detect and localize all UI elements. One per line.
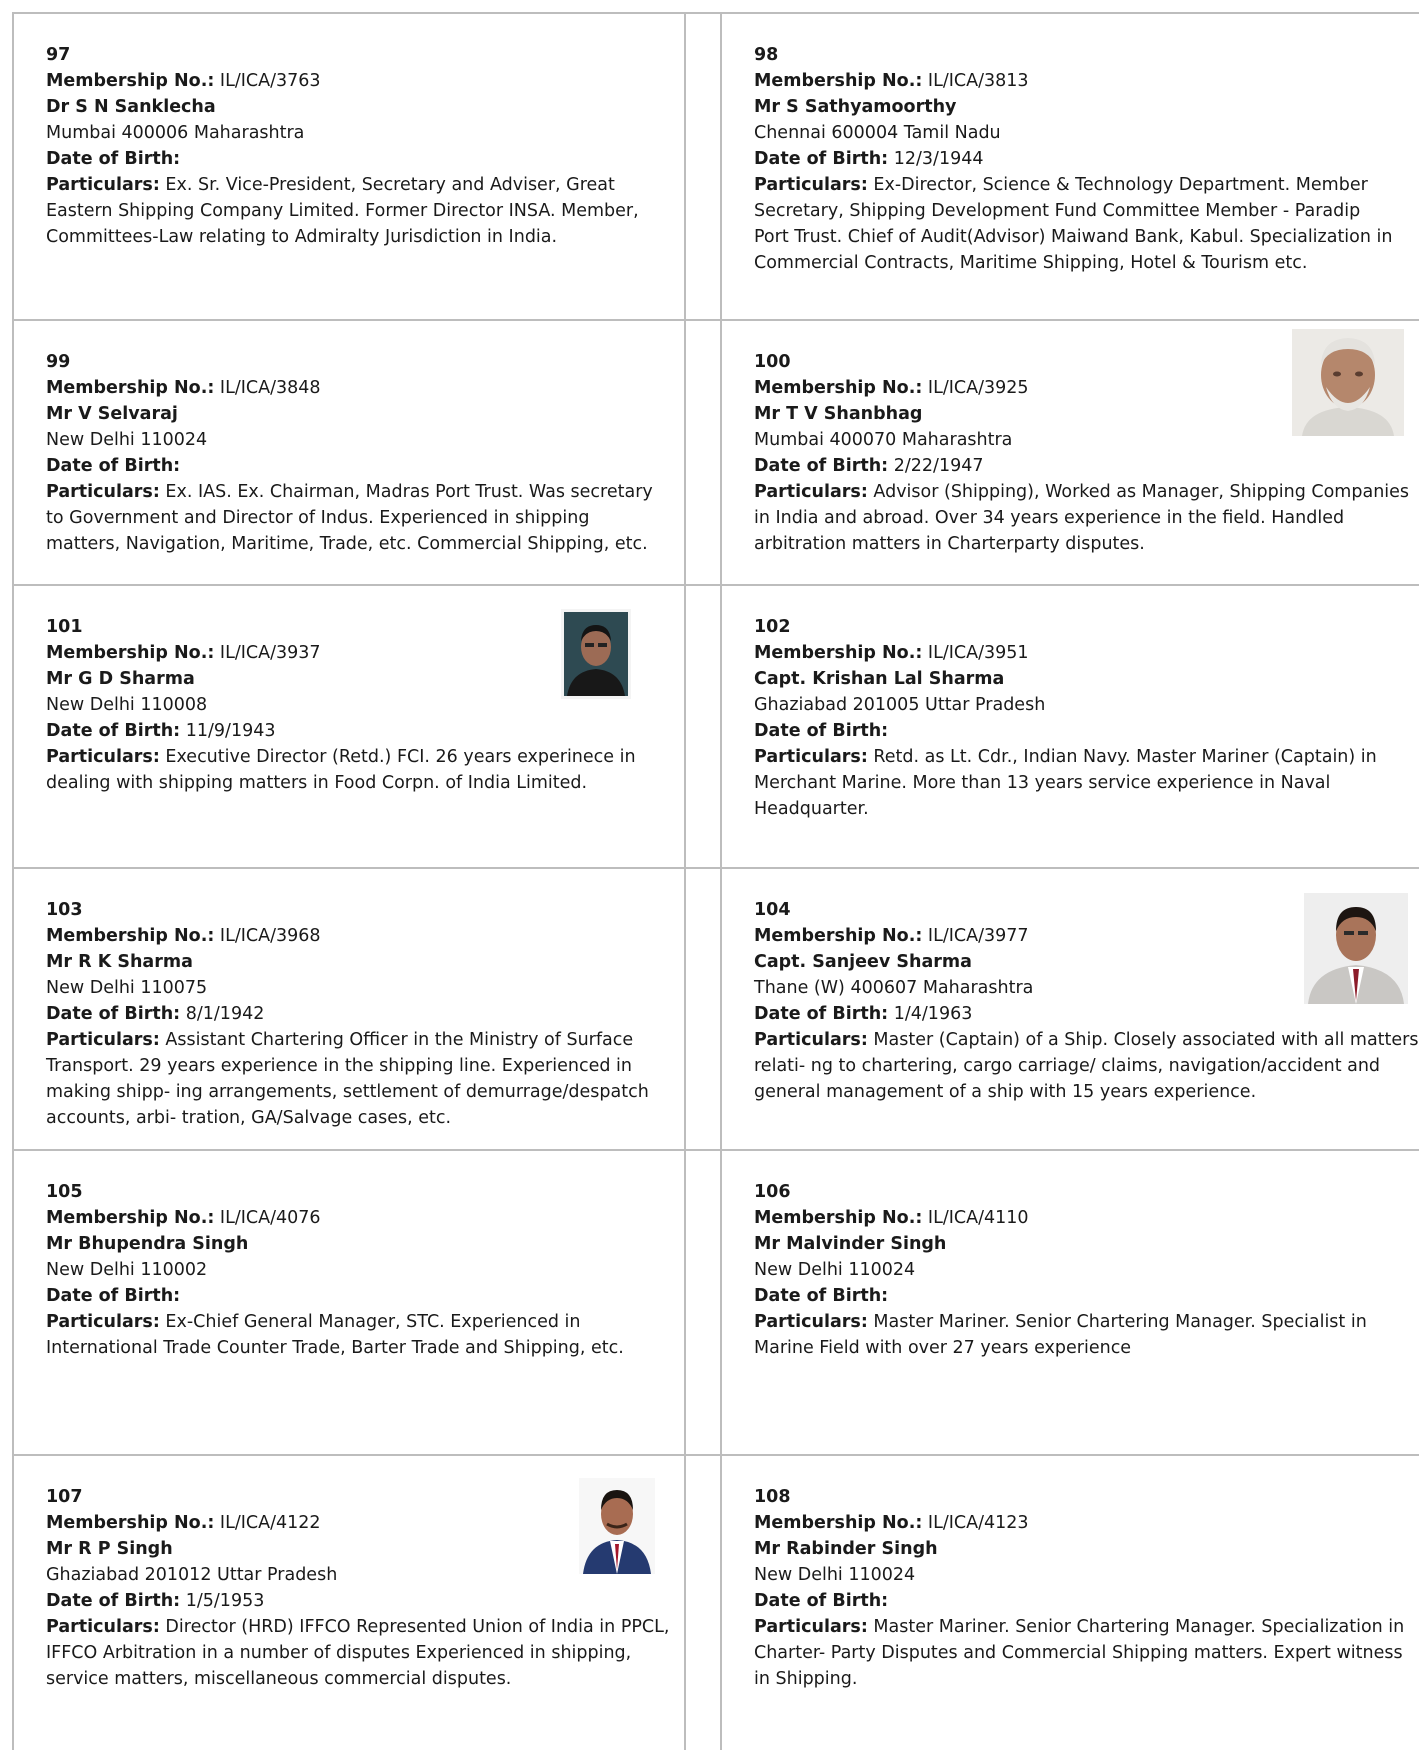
membership-label: Membership No.:	[754, 1513, 923, 1533]
dob-line	[754, 718, 1419, 744]
member-name	[46, 1231, 684, 1257]
membership-value: IL/ICA/3925	[922, 378, 1029, 398]
portrait-icon	[1292, 329, 1404, 436]
member-name-text: Mr Malvinder Singh	[754, 1234, 947, 1254]
membership-value: IL/ICA/3977	[922, 926, 1029, 946]
member-address	[754, 120, 1419, 146]
member-card	[14, 14, 684, 319]
particulars-line	[754, 1079, 1419, 1105]
particulars-text: Ex-Director, Science & Technology Department. Member	[867, 175, 1368, 195]
membership-line	[46, 1205, 684, 1231]
member-name	[754, 1231, 1419, 1257]
member-address-text: New Delhi 110024	[754, 1260, 916, 1280]
member-address	[754, 1562, 1419, 1588]
member-name-text: Mr Rabinder Singh	[754, 1539, 938, 1559]
particulars-line	[754, 198, 1419, 224]
dob-line	[754, 146, 1419, 172]
dob-label: Date of Birth:	[754, 721, 889, 741]
particulars-text: Marine Field with over 27 years experience	[754, 1338, 1132, 1358]
particulars-line	[46, 1053, 684, 1079]
particulars-line	[754, 1027, 1419, 1053]
member-number-text: 106	[754, 1182, 791, 1202]
dob-label: Date of Birth:	[754, 1004, 889, 1024]
member-card	[722, 1151, 1419, 1454]
member-number	[46, 1179, 684, 1205]
member-address-text: New Delhi 110024	[754, 1565, 916, 1585]
member-name-text: Mr Bhupendra Singh	[46, 1234, 249, 1254]
particulars-line	[46, 1027, 684, 1053]
member-name	[46, 94, 684, 120]
dob-label: Date of Birth:	[46, 1286, 181, 1306]
member-address-text: Mumbai 400070 Maharashtra	[754, 430, 1013, 450]
member-name	[46, 949, 684, 975]
particulars-text: relati- ng to chartering, cargo carriage/ claims, navigation/accident and	[754, 1056, 1381, 1076]
member-card	[14, 869, 684, 1149]
particulars-text: Headquarter.	[754, 799, 869, 819]
dob-line	[46, 1283, 684, 1309]
particulars-text: making shipp- ing arrangements, settlement of demurrage/despatch	[46, 1082, 649, 1102]
member-name-text: Mr G D Sharma	[46, 669, 195, 689]
member-number	[754, 42, 1419, 68]
membership-line	[754, 1205, 1419, 1231]
particulars-text: Master (Captain) of a Ship. Closely associated with all matters	[867, 1030, 1419, 1050]
particulars-text: Master Mariner. Senior Chartering Manager. Specialization in	[867, 1617, 1405, 1637]
member-number	[46, 42, 684, 68]
particulars-line	[754, 1666, 1419, 1692]
dob-label: Date of Birth:	[754, 456, 889, 476]
member-address-text: Ghaziabad 201012 Uttar Pradesh	[46, 1565, 338, 1585]
dob-label: Date of Birth:	[46, 721, 181, 741]
member-photo-104	[1304, 893, 1408, 1004]
membership-label: Membership No.:	[46, 1513, 215, 1533]
particulars-line	[754, 1309, 1419, 1335]
membership-label: Membership No.:	[754, 1208, 923, 1228]
membership-value: IL/ICA/3937	[214, 643, 321, 663]
member-name-text: Mr R K Sharma	[46, 952, 193, 972]
particulars-label: Particulars:	[754, 482, 868, 502]
member-address	[46, 427, 684, 453]
member-address-text: New Delhi 110075	[46, 978, 208, 998]
membership-label: Membership No.:	[46, 71, 215, 91]
membership-line	[754, 68, 1419, 94]
member-photo-101	[561, 609, 631, 699]
member-name	[754, 1536, 1419, 1562]
membership-value: IL/ICA/4110	[922, 1208, 1029, 1228]
member-number-text: 103	[46, 900, 83, 920]
particulars-line	[754, 172, 1419, 198]
member-name	[754, 666, 1419, 692]
member-name-text: Mr T V Shanbhag	[754, 404, 923, 424]
particulars-text: dealing with shipping matters in Food Corpn. of India Limited.	[46, 773, 588, 793]
particulars-line	[46, 770, 684, 796]
particulars-label: Particulars:	[46, 482, 160, 502]
particulars-line	[754, 770, 1419, 796]
member-address-text: Chennai 600004 Tamil Nadu	[754, 123, 1001, 143]
dob-line	[46, 718, 684, 744]
member-number-text: 105	[46, 1182, 83, 1202]
member-address	[754, 692, 1419, 718]
member-name-text: Capt. Krishan Lal Sharma	[754, 669, 1005, 689]
member-number-text: 98	[754, 45, 779, 65]
membership-line	[754, 640, 1419, 666]
particulars-line	[46, 198, 684, 224]
dob-line	[754, 453, 1419, 479]
particulars-text: Port Trust. Chief of Audit(Advisor) Maiwand Bank, Kabul. Specialization in	[754, 227, 1393, 247]
member-address-text: Ghaziabad 201005 Uttar Pradesh	[754, 695, 1046, 715]
particulars-text: Commercial Contracts, Maritime Shipping, Hotel & Tourism etc.	[754, 253, 1308, 273]
member-name-text: Mr R P Singh	[46, 1539, 173, 1559]
particulars-line	[46, 1614, 684, 1640]
member-address-text: New Delhi 110024	[46, 430, 208, 450]
particulars-text: Merchant Marine. More than 13 years service experience in Naval	[754, 773, 1331, 793]
member-address	[754, 1257, 1419, 1283]
membership-value: IL/ICA/3968	[214, 926, 321, 946]
member-name	[46, 401, 684, 427]
member-card	[14, 1151, 684, 1454]
dob-line	[46, 1588, 684, 1614]
portrait-icon	[579, 1478, 655, 1574]
member-number	[46, 349, 684, 375]
particulars-label: Particulars:	[46, 1312, 160, 1332]
member-card	[722, 14, 1419, 319]
member-address-text: Mumbai 400006 Maharashtra	[46, 123, 305, 143]
membership-label: Membership No.:	[754, 926, 923, 946]
particulars-text: Ex. Sr. Vice-President, Secretary and Adviser, Great	[159, 175, 615, 195]
particulars-line	[754, 479, 1419, 505]
particulars-line	[46, 1335, 684, 1361]
member-directory-grid	[12, 12, 1419, 1750]
particulars-line	[46, 531, 684, 557]
member-address	[46, 1257, 684, 1283]
particulars-label: Particulars:	[754, 747, 868, 767]
member-photo-100	[1292, 329, 1404, 436]
member-card	[722, 1456, 1419, 1750]
particulars-line	[46, 224, 684, 250]
particulars-line	[754, 1640, 1419, 1666]
member-address	[46, 120, 684, 146]
member-number-text: 99	[46, 352, 71, 372]
dob-line	[754, 1283, 1419, 1309]
portrait-icon	[561, 609, 631, 699]
member-number	[754, 1179, 1419, 1205]
particulars-label: Particulars:	[46, 1030, 160, 1050]
member-name-text: Mr V Selvaraj	[46, 404, 178, 424]
particulars-line	[46, 479, 684, 505]
member-card	[722, 586, 1419, 867]
membership-line	[46, 375, 684, 401]
particulars-line	[46, 1105, 684, 1131]
particulars-line	[46, 1666, 684, 1692]
dob-label: Date of Birth:	[46, 1591, 181, 1611]
particulars-text: International Trade Counter Trade, Barter Trade and Shipping, etc.	[46, 1338, 624, 1358]
membership-line	[754, 1510, 1419, 1536]
dob-line	[754, 1588, 1419, 1614]
member-name-text: Capt. Sanjeev Sharma	[754, 952, 972, 972]
member-address	[46, 975, 684, 1001]
member-number-text: 102	[754, 617, 791, 637]
particulars-text: accounts, arbi- tration, GA/Salvage cases, etc.	[46, 1108, 452, 1128]
particulars-text: Assistant Chartering Officer in the Ministry of Surface	[159, 1030, 634, 1050]
particulars-text: Director (HRD) IFFCO Represented Union of India in PPCL,	[159, 1617, 670, 1637]
particulars-line	[754, 744, 1419, 770]
particulars-text: Master Mariner. Senior Chartering Manager. Specialist in	[867, 1312, 1367, 1332]
particulars-text: general management of a ship with 15 years experience.	[754, 1082, 1257, 1102]
dob-value: 11/9/1943	[180, 721, 276, 741]
membership-value: IL/ICA/3813	[922, 71, 1029, 91]
particulars-line	[46, 1640, 684, 1666]
member-number	[46, 897, 684, 923]
member-address-text: New Delhi 110002	[46, 1260, 208, 1280]
particulars-line	[46, 744, 684, 770]
particulars-line	[754, 250, 1419, 276]
particulars-text: Executive Director (Retd.) FCI. 26 years experinece in	[159, 747, 636, 767]
membership-value: IL/ICA/3848	[214, 378, 321, 398]
particulars-label: Particulars:	[754, 175, 868, 195]
membership-label: Membership No.:	[754, 378, 923, 398]
particulars-text: Ex. IAS. Ex. Chairman, Madras Port Trust. Was secretary	[159, 482, 653, 502]
particulars-text: in Shipping.	[754, 1669, 858, 1689]
dob-label: Date of Birth:	[754, 1591, 889, 1611]
dob-label: Date of Birth:	[46, 456, 181, 476]
particulars-text: in India and abroad. Over 34 years experience in the field. Handled	[754, 508, 1345, 528]
dob-line	[46, 453, 684, 479]
particulars-text: IFFCO Arbitration in a number of disputes Experienced in shipping,	[46, 1643, 632, 1663]
particulars-text: Charter- Party Disputes and Commercial Shipping matters. Expert witness	[754, 1643, 1403, 1663]
particulars-line	[46, 172, 684, 198]
member-number	[754, 1484, 1419, 1510]
particulars-label: Particulars:	[754, 1030, 868, 1050]
member-card	[14, 321, 684, 584]
dob-value: 8/1/1942	[180, 1004, 265, 1024]
dob-value: 2/22/1947	[888, 456, 984, 476]
particulars-line	[754, 1053, 1419, 1079]
membership-label: Membership No.:	[754, 643, 923, 663]
particulars-label: Particulars:	[46, 175, 160, 195]
particulars-label: Particulars:	[754, 1312, 868, 1332]
portrait-icon	[1304, 893, 1408, 1004]
particulars-text: Transport. 29 years experience in the shipping line. Experienced in	[46, 1056, 632, 1076]
particulars-line	[46, 505, 684, 531]
membership-label: Membership No.:	[46, 1208, 215, 1228]
particulars-line	[46, 1079, 684, 1105]
member-number-text: 104	[754, 900, 791, 920]
particulars-text: Advisor (Shipping), Worked as Manager, Shipping Companies	[867, 482, 1410, 502]
particulars-line	[754, 796, 1419, 822]
member-address-text: Thane (W) 400607 Maharashtra	[754, 978, 1034, 998]
membership-label: Membership No.:	[754, 71, 923, 91]
particulars-label: Particulars:	[754, 1617, 868, 1637]
member-photo-107	[579, 1478, 655, 1574]
membership-line	[46, 68, 684, 94]
membership-value: IL/ICA/4123	[922, 1513, 1029, 1533]
dob-label: Date of Birth:	[46, 1004, 181, 1024]
particulars-line	[754, 531, 1419, 557]
dob-value: 1/5/1953	[180, 1591, 265, 1611]
particulars-text: Secretary, Shipping Development Fund Committee Member - Paradip	[754, 201, 1361, 221]
member-number	[754, 614, 1419, 640]
particulars-text: Committees-Law relating to Admiralty Jurisdiction in India.	[46, 227, 558, 247]
membership-label: Membership No.:	[46, 378, 215, 398]
member-number-text: 108	[754, 1487, 791, 1507]
column-divider	[684, 12, 686, 1750]
particulars-text: Retd. as Lt. Cdr., Indian Navy. Master Mariner (Captain) in	[867, 747, 1377, 767]
particulars-text: matters, Navigation, Maritime, Trade, etc. Commercial Shipping, etc.	[46, 534, 648, 554]
dob-value: 1/4/1963	[888, 1004, 973, 1024]
particulars-label: Particulars:	[46, 747, 160, 767]
member-name	[754, 94, 1419, 120]
particulars-line	[754, 1614, 1419, 1640]
member-address-text: New Delhi 110008	[46, 695, 208, 715]
particulars-text: service matters, miscellaneous commercial disputes.	[46, 1669, 512, 1689]
particulars-text: arbitration matters in Charterparty disputes.	[754, 534, 1145, 554]
member-number-text: 101	[46, 617, 83, 637]
particulars-label: Particulars:	[46, 1617, 160, 1637]
member-number-text: 100	[754, 352, 791, 372]
membership-value: IL/ICA/3951	[922, 643, 1029, 663]
particulars-line	[754, 1335, 1419, 1361]
dob-line	[46, 1001, 684, 1027]
dob-label: Date of Birth:	[754, 149, 889, 169]
particulars-line	[46, 1309, 684, 1335]
particulars-text: Eastern Shipping Company Limited. Former Director INSA. Member,	[46, 201, 639, 221]
dob-label: Date of Birth:	[754, 1286, 889, 1306]
membership-value: IL/ICA/4122	[214, 1513, 321, 1533]
particulars-line	[754, 505, 1419, 531]
particulars-line	[754, 224, 1419, 250]
dob-line	[46, 146, 684, 172]
membership-label: Membership No.:	[46, 643, 215, 663]
membership-value: IL/ICA/4076	[214, 1208, 321, 1228]
member-name-text: Dr S N Sanklecha	[46, 97, 216, 117]
membership-value: IL/ICA/3763	[214, 71, 321, 91]
dob-value: 12/3/1944	[888, 149, 984, 169]
particulars-text: to Government and Director of Indus. Experienced in shipping	[46, 508, 590, 528]
membership-label: Membership No.:	[46, 926, 215, 946]
member-number-text: 107	[46, 1487, 83, 1507]
member-name-text: Mr S Sathyamoorthy	[754, 97, 957, 117]
membership-line	[46, 923, 684, 949]
particulars-text: Ex-Chief General Manager, STC. Experienced in	[159, 1312, 581, 1332]
member-number-text: 97	[46, 45, 71, 65]
dob-line	[754, 1001, 1419, 1027]
dob-label: Date of Birth:	[46, 149, 181, 169]
